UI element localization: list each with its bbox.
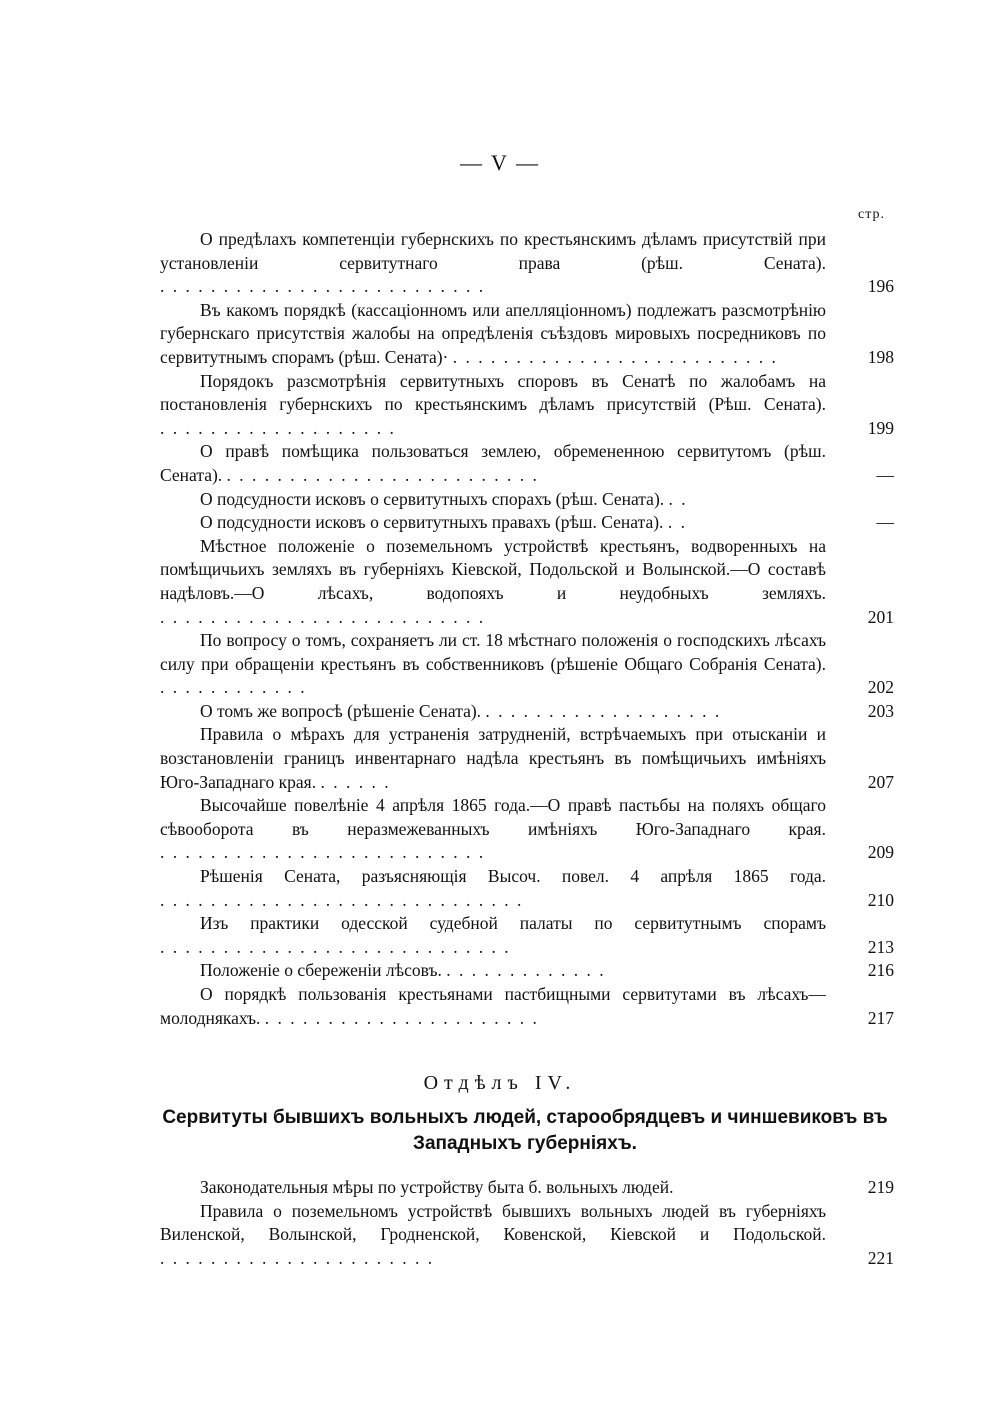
toc-entry-text: О предѣлахъ компетенціи губернскихъ по крестьянскимъ дѣламъ присутствій при установленіи сервитутнаго права (рѣш. Сената). . . . . . . . . . . . . . . . . . . . . . . . . . . <box>160 229 826 297</box>
toc-entry <box>160 723 894 794</box>
toc-entry-page: 221 <box>867 1247 894 1268</box>
toc-entry-page: 217 <box>867 1007 894 1028</box>
toc-entry-page: 203 <box>867 700 894 721</box>
toc-entry <box>160 983 894 1030</box>
toc-entry-page: 198 <box>867 346 894 367</box>
toc-entry-page: 209 <box>867 842 894 863</box>
toc-entry-page: 207 <box>867 771 894 792</box>
toc-entry <box>160 488 894 512</box>
toc-entry-page: 196 <box>867 276 894 297</box>
toc-entry <box>160 629 894 700</box>
toc-entry-text: Правила о поземельномъ устройствѣ бывшихъ вольныхъ людей въ губерніяхъ Виленской, Волынской, Гродненской, Ковенской, Кіевской и Подольской. . . . . . . . . . . . . . . . . . . . . . . <box>160 1200 826 1268</box>
toc-entry-text: Правила о мѣрахъ для устраненія затрудненій, встрѣчаемыхъ при отысканіи и возстановленіи границъ инвентарнаго надѣла крестьянъ въ помѣщичьихъ имѣніяхъ Юго-Западнаго края. . . . . . . <box>160 724 826 792</box>
section-label: Отдѣлъ IV. <box>423 1072 577 1094</box>
toc-entry-text: Въ какомъ порядкѣ (кассаціонномъ или апелляціонномъ) подлежатъ разсмотрѣнію губернскаго присутствія жалобы на опредѣленія съѣздовъ мировыхъ посредниковъ по сервитутнымъ спорамъ (рѣш. Сената)· . . . . . . . . . . . . . . . . . . . . . . . . . . <box>160 299 826 367</box>
toc-entry <box>160 370 894 441</box>
toc-entry <box>160 299 894 370</box>
toc-entry-text: Высочайше повелѣніе 4 апрѣля 1865 года.—О правѣ пастьбы на поляхъ общаго сѣвооборота въ неразмежеванныхъ имѣніяхъ Юго-Западнаго края. . . . . . . . . . . . . . . . . . . . . . . . . . . <box>160 795 826 863</box>
toc-entry-page: — <box>876 464 894 485</box>
toc-entry-text: О правѣ помѣщика пользоваться землею, обремененною сервитутомъ (рѣш. Сената). . . . . . . . . . . . . . . . . . . . . . . . . . <box>160 441 826 485</box>
toc-entry-text: Законодательныя мѣры по устройству быта б. вольныхъ людей. <box>200 1177 674 1197</box>
toc-entry <box>160 959 894 983</box>
page-number: — V — <box>459 150 541 175</box>
toc-entry <box>160 228 894 299</box>
toc-entry-text: О томъ же вопросѣ (рѣшеніе Сената). . . . . . . . . . . . . . . . . . . . <box>200 700 722 721</box>
toc-entry-text: Изъ практики одесской судебной палаты по сервитутнымъ спорамъ . . . . . . . . . . . . . . . . . . . . . . . . . . . . <box>160 913 826 957</box>
page-column-label: стр. <box>858 207 886 222</box>
toc-entry <box>160 535 894 629</box>
toc-entry-text: Положеніе о сбереженіи лѣсовъ. . . . . . . . . . . . . . <box>200 960 606 981</box>
toc-entry-page: 216 <box>867 960 894 981</box>
table-of-contents-section-iv <box>160 1176 894 1270</box>
toc-entry-text: Рѣшенія Сената, разъясняющія Высоч. повел. 4 апрѣля 1865 года. . . . . . . . . . . . . . . . . . . . . . . . . . . . . . <box>160 866 826 910</box>
toc-entry <box>160 1200 894 1271</box>
toc-entry <box>160 1176 894 1200</box>
toc-entry-page: 202 <box>867 677 894 698</box>
toc-entry <box>160 440 894 487</box>
toc-entry <box>160 912 894 959</box>
toc-entry-text: О подсудности исковъ о сервитутныхъ правахъ (рѣш. Сената). . . <box>200 512 687 533</box>
section-title: Сервитуты бывшихъ вольныхъ людей, старообрядцевъ и чиншевиковъ въ Западныхъ губерніяхъ. <box>162 1107 888 1154</box>
toc-entry-text: Порядокъ разсмотрѣнія сервитутныхъ споровъ въ Сенатѣ по жалобамъ на постановленія губернскихъ по крестьянскимъ дѣламъ присутствій (Рѣш. Сената). . . . . . . . . . . . . . . . . . . . <box>160 370 826 438</box>
toc-entry-page: 219 <box>867 1177 894 1197</box>
toc-entry-text: По вопросу о томъ, сохраняетъ ли ст. 18 мѣстнаго положенія о господскихъ лѣсахъ силу при обращеніи крестьянъ въ собственниковъ (рѣшеніе Общаго Собранія Сената). . . . . . . . . . . . . <box>160 630 826 698</box>
toc-entry <box>160 511 894 535</box>
toc-entry-text: О порядкѣ пользованія крестьянами пастбищными сервитутами въ лѣсахъ—молоднякахъ. . . . . . . . . . . . . . . . . . . . . . . <box>160 984 826 1028</box>
toc-entry-text: О подсудности исковъ о сервитутныхъ спорахъ (рѣш. Сената). . . <box>200 488 688 509</box>
table-of-contents <box>160 228 894 1030</box>
toc-entry <box>160 794 894 865</box>
toc-entry-page: 210 <box>867 889 894 910</box>
toc-entry-page: — <box>876 512 894 533</box>
toc-entry <box>160 865 894 912</box>
toc-entry-text: Мѣстное положеніе о поземельномъ устройствѣ крестьянъ, водворенныхъ на помѣщичьихъ земляхъ въ губерніяхъ Кіевской, Подольской и Волынской.—О составѣ надѣловъ.—О лѣсахъ, водопояхъ и неудобныхъ земляхъ. . . . . . . . . . . . . . . . . . . . . . . . . . . <box>160 535 826 627</box>
toc-entry-page: 199 <box>867 417 894 438</box>
toc-entry-page: 213 <box>867 936 894 957</box>
toc-entry <box>160 700 894 724</box>
toc-entry-page: 201 <box>867 606 894 627</box>
